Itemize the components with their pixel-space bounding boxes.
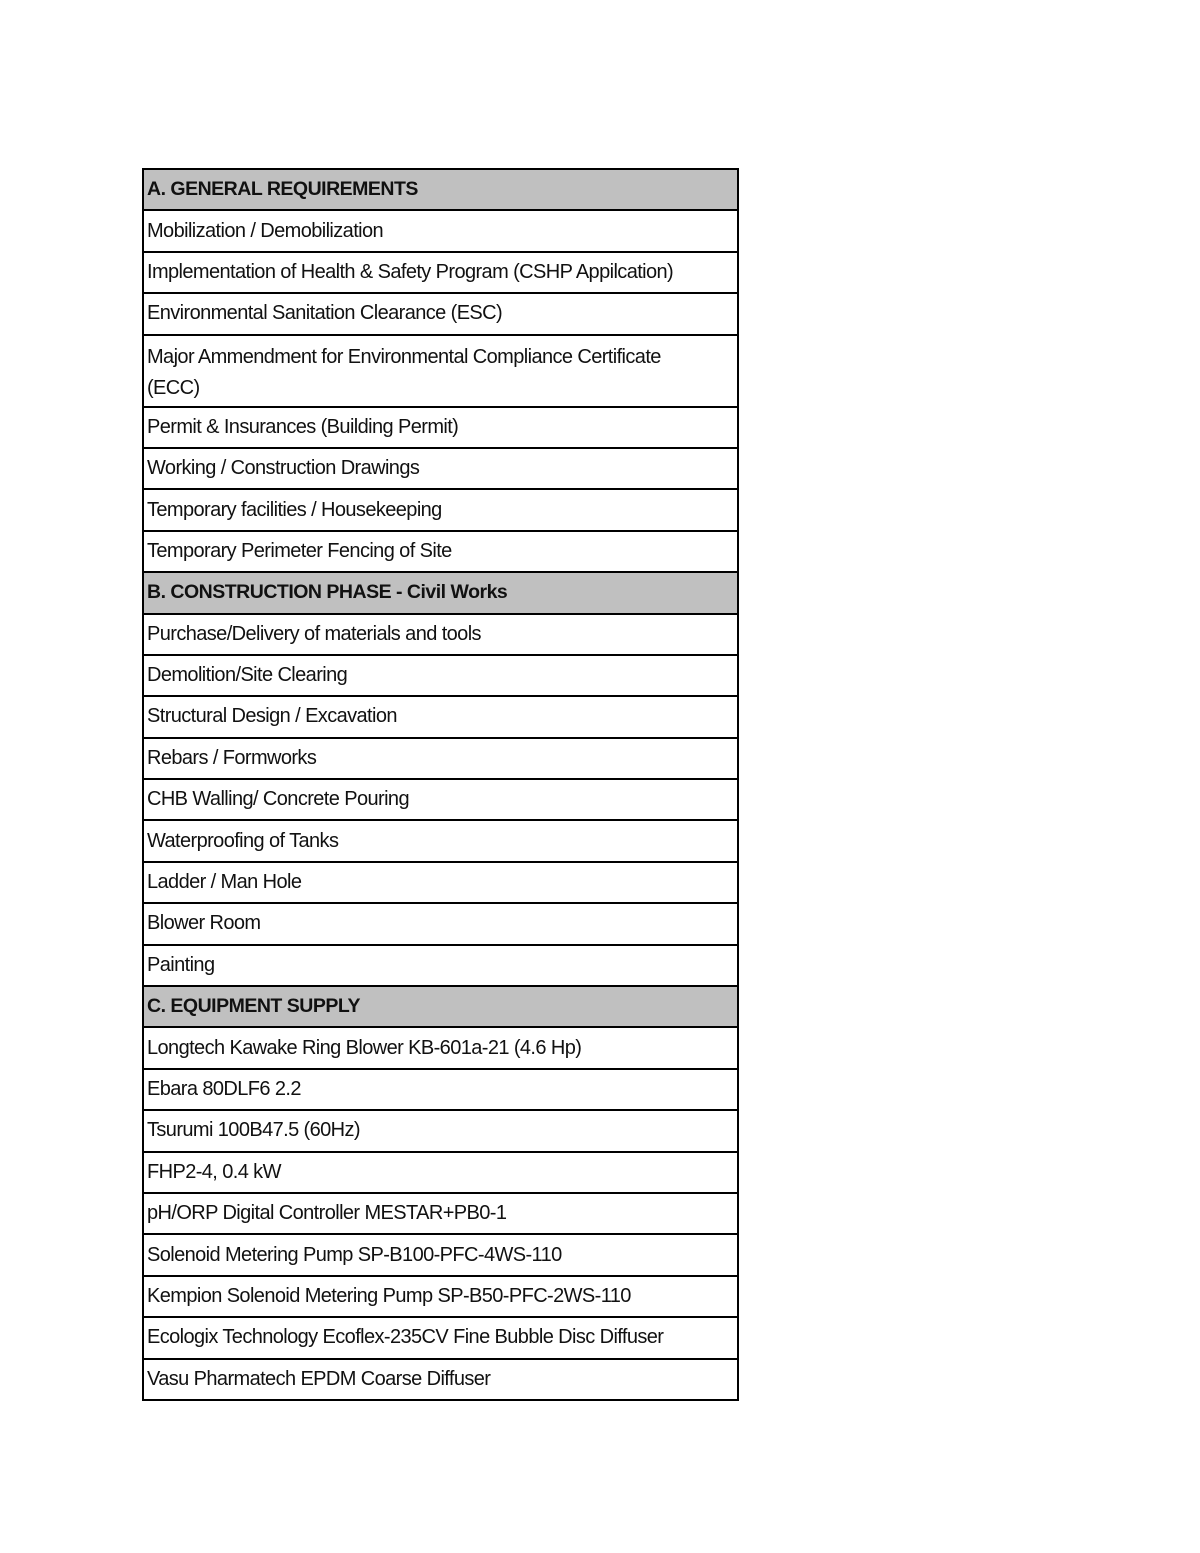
table-row: Major Ammendment for Environmental Compliance Certificate (ECC) (144, 336, 737, 408)
table-row: Demolition/Site Clearing (144, 656, 737, 697)
table-row: Vasu Pharmatech EPDM Coarse Diffuser (144, 1360, 737, 1401)
section-header-equipment-supply: C. EQUIPMENT SUPPLY (144, 987, 737, 1028)
table-row: Permit & Insurances (Building Permit) (144, 408, 737, 449)
table-row: FHP2-4, 0.4 kW (144, 1153, 737, 1194)
table-row: Working / Construction Drawings (144, 449, 737, 490)
table-row: Solenoid Metering Pump SP-B100-PFC-4WS-110 (144, 1235, 737, 1276)
table-row: Blower Room (144, 904, 737, 945)
requirements-table (142, 168, 739, 1401)
table-row: Kempion Solenoid Metering Pump SP-B50-PFC-2WS-110 (144, 1277, 737, 1318)
section-header-construction-phase: B. CONSTRUCTION PHASE - Civil Works (144, 573, 737, 614)
table-row: Temporary Perimeter Fencing of Site (144, 532, 737, 573)
table-row: Environmental Sanitation Clearance (ESC) (144, 294, 737, 335)
table-row: Purchase/Delivery of materials and tools (144, 615, 737, 656)
table-row: Structural Design / Excavation (144, 697, 737, 738)
table-row: Ladder / Man Hole (144, 863, 737, 904)
table-row: Mobilization / Demobilization (144, 211, 737, 252)
table-row: Ebara 80DLF6 2.2 (144, 1070, 737, 1111)
table-row: Longtech Kawake Ring Blower KB-601a-21 (4.6 Hp) (144, 1028, 737, 1069)
table-row: Tsurumi 100B47.5 (60Hz) (144, 1111, 737, 1152)
table-row: Rebars / Formworks (144, 739, 737, 780)
table-row: Painting (144, 946, 737, 987)
section-header-general-requirements: A. GENERAL REQUIREMENTS (144, 170, 737, 211)
table-row: Waterproofing of Tanks (144, 821, 737, 862)
table-row: Implementation of Health & Safety Program (CSHP Appilcation) (144, 253, 737, 294)
table-row: pH/ORP Digital Controller MESTAR+PB0-1 (144, 1194, 737, 1235)
table-row: Ecologix Technology Ecoflex-235CV Fine Bubble Disc Diffuser (144, 1318, 737, 1359)
table-row: CHB Walling/ Concrete Pouring (144, 780, 737, 821)
table-row: Temporary facilities / Housekeeping (144, 490, 737, 531)
